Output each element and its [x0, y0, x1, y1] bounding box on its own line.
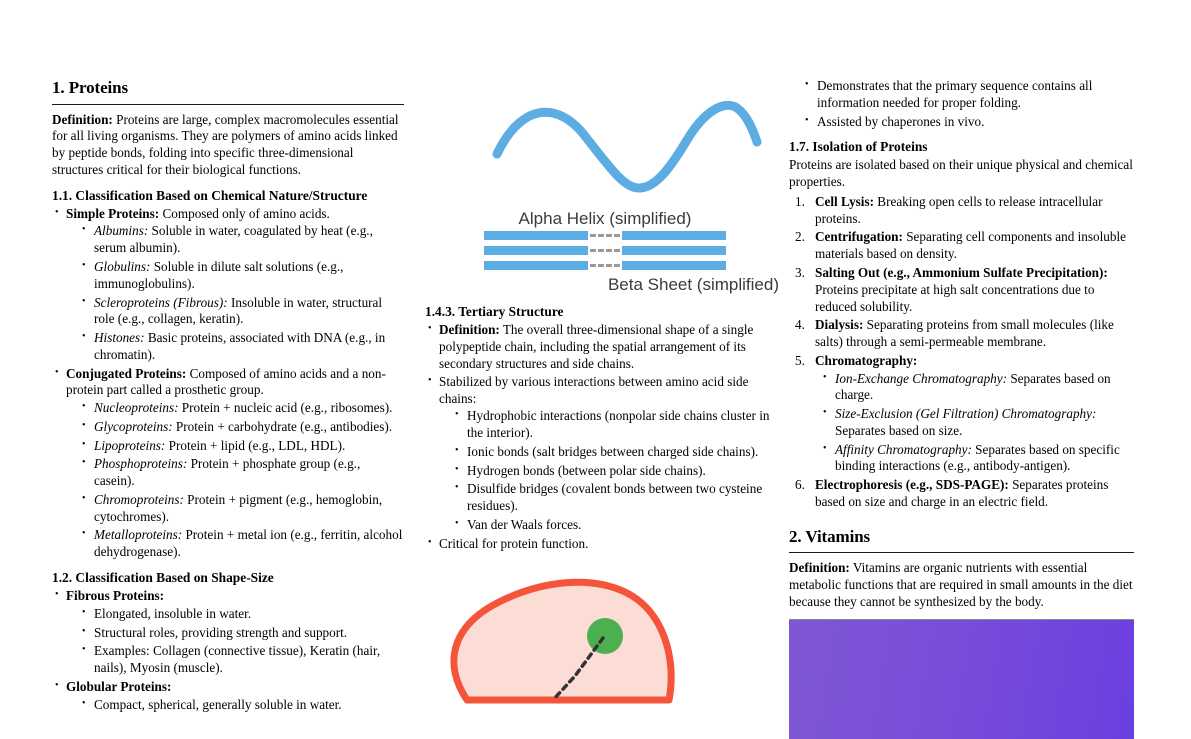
list-item-ital: Lipoproteins:	[94, 437, 166, 453]
list-item	[80, 492, 404, 526]
list-item	[80, 419, 404, 436]
hydrogen-bond-dashes-icon	[590, 249, 620, 252]
list-item	[789, 194, 1134, 228]
definition-text: Vitamins are organic nutrients with essential metabolic functions that are required in small amounts in the diet because they cannot be synthesized by the body.	[789, 560, 1133, 609]
title-rule	[52, 104, 404, 105]
sublist	[453, 408, 785, 533]
beta-strand-right	[622, 246, 726, 255]
beta-strand-row	[484, 261, 726, 270]
column-isolation-vitamins	[789, 78, 1134, 626]
list-item-text: Protein + metal ion (e.g., ferritin, alcohol dehydrogenase).	[94, 527, 403, 560]
list-item-text: Soluble in dilute salt solutions (e.g., immunoglobulins).	[94, 258, 344, 291]
isolation-intro: Proteins are isolated based on their unique physical and chemical properties.	[789, 157, 1133, 190]
beta-strand-left	[484, 261, 588, 270]
list-item	[80, 456, 404, 490]
vitamins-image-placeholder	[789, 619, 1134, 739]
alpha-helix-wave-icon	[425, 78, 785, 203]
list-item	[789, 265, 1134, 315]
sublist	[80, 697, 404, 714]
list-item-ital: Ion-Exchange Chromatography:	[835, 370, 1008, 386]
list-item-text: Protein + phosphate group (e.g., casein).	[94, 456, 361, 489]
hydrogen-bond-dashes-icon	[590, 234, 620, 237]
list-item-text: Protein + lipid (e.g., LDL, HDL).	[165, 437, 346, 453]
list-isolation-steps	[789, 194, 1134, 511]
definition-paragraph	[52, 112, 404, 179]
list-tertiary-structure	[425, 322, 785, 552]
list-item-text: Van der Waals forces.	[467, 516, 582, 532]
list-item	[453, 481, 785, 515]
list-item-bold: Definition:	[439, 322, 500, 338]
list-item-text: Compact, spherical, generally soluble in water.	[94, 696, 342, 712]
list-item-text: Separates based on size.	[835, 422, 963, 438]
list-item	[453, 517, 785, 534]
definition-text: Proteins are large, complex macromolecules essential for all living organisms. They are polymers of amino acids linked by peptide bonds, folding into specific three-dimensional structures critical for their biological functions.	[52, 111, 399, 177]
list-item-text: Insoluble in water, structural role (e.g., collagen, keratin).	[94, 294, 383, 327]
list-item	[80, 259, 404, 293]
page-title: 1. Proteins	[52, 78, 129, 97]
list-item-ital: Affinity Chromatography:	[835, 441, 972, 457]
list-item-text: Ionic bonds (salt bridges between charged side chains).	[467, 443, 759, 459]
list-item-text: Separates based on specific binding interactions (e.g., antibody-antigen).	[835, 441, 1120, 474]
list-item: • Assisted by chaperones in vivo.	[803, 114, 1134, 131]
sublist	[80, 223, 404, 363]
alpha-helix-caption: Alpha Helix (simplified)	[518, 209, 692, 228]
list-item-text: Elongated, insoluble in water.	[94, 605, 252, 621]
beta-sheet-caption: Beta Sheet (simplified)	[607, 274, 779, 294]
list-item	[80, 330, 404, 364]
list-item-text: Separating cell components and insoluble materials based on density.	[815, 229, 1126, 262]
list-item-ital: Histones:	[94, 330, 145, 346]
list-item-text: Breaking open cells to release intracellular proteins.	[815, 193, 1103, 226]
list-item	[821, 406, 1134, 440]
definition-label: Definition:	[789, 560, 850, 576]
beta-strand-left	[484, 246, 588, 255]
beta-strand-row	[484, 231, 726, 240]
protein-blob-icon	[425, 572, 785, 702]
beta-strand-row	[484, 246, 726, 255]
hydrogen-bond-dashes-icon	[590, 264, 620, 267]
list-item-bold: Fibrous Proteins:	[66, 588, 165, 604]
list-item: • Demonstrates that the primary sequence contains all information needed for proper folding.	[803, 78, 1134, 112]
beta-sheet-diagram	[425, 231, 785, 270]
column-structures	[425, 78, 785, 626]
beta-strand-left	[484, 231, 588, 240]
heading-1-2: 1.2. Classification Based on Shape-Size	[52, 570, 274, 585]
list-item-text: Proteins precipitate at high salt concentrations due to reduced solubility.	[815, 281, 1095, 314]
list-item-bold: Chromatography:	[815, 352, 918, 368]
list-item-text: Examples: Collagen (connective tissue), Keratin (hair, nails), Myosin (muscle).	[94, 643, 381, 676]
list-item	[789, 317, 1134, 351]
list-item-text: Protein + pigment (e.g., hemoglobin, cytochromes).	[94, 491, 383, 524]
sublist	[80, 606, 404, 677]
list-item	[80, 625, 404, 642]
vitamins-rule	[789, 552, 1134, 553]
list-item	[789, 353, 1134, 475]
alpha-helix-diagram	[425, 78, 785, 208]
list-item	[789, 477, 1134, 511]
heading-1-7: 1.7. Isolation of Proteins	[789, 139, 928, 155]
list-item	[789, 229, 1134, 263]
list-item-bold: Centrifugation:	[815, 229, 903, 245]
list-item-text: Composed of amino acids and a non-protein part called a prosthetic group.	[66, 365, 386, 398]
list-item-text: Protein + carbohydrate (e.g., antibodies).	[172, 418, 393, 434]
list-item-ital: Metalloproteins:	[94, 527, 183, 543]
list-item-ital: Nucleoproteins:	[94, 400, 179, 416]
list-item	[425, 374, 785, 534]
beta-strand-right	[622, 231, 726, 240]
list-item-text: Separates proteins based on size and charge in an electric field.	[815, 477, 1109, 509]
tertiary-structure-blob-diagram	[425, 572, 785, 682]
list-item-bold: Simple Proteins:	[66, 205, 160, 221]
heading-1-1: 1.1. Classification Based on Chemical Nature/Structure	[52, 187, 368, 203]
hydrophobic-core-circle-icon	[587, 618, 623, 654]
list-classification-shape	[52, 588, 404, 713]
list-item-bold: Cell Lysis:	[815, 193, 874, 209]
list-item-text: Disulfide bridges (covalent bonds between two cysteine residues).	[467, 481, 763, 514]
list-item	[80, 400, 404, 417]
list-item	[821, 371, 1134, 405]
list-item-text: Protein + nucleic acid (e.g., ribosomes).	[178, 400, 393, 416]
list-item-ital: Albumins:	[94, 223, 149, 239]
list-item-text: The overall three-dimensional shape of a single polypeptide chain, including the spatial arrangement of its secondary structures and side chains.	[439, 322, 754, 371]
list-item	[80, 527, 404, 561]
vitamins-definition	[789, 560, 1134, 610]
list-item-text: Separating proteins from small molecules (like salts) through a semi-permeable membrane.	[815, 317, 1114, 350]
list-item-ital: Globulins:	[94, 258, 151, 274]
list-item	[425, 322, 785, 372]
list-item-text: Structural roles, providing strength and support.	[94, 624, 348, 640]
list-item-text: Hydrophobic interactions (nonpolar side chains cluster in the interior).	[467, 408, 770, 441]
list-classification-chemical	[52, 206, 404, 561]
list-item-bold: Globular Proteins:	[66, 678, 172, 694]
list-item-text: Hydrogen bonds (between polar side chains).	[467, 462, 706, 478]
list-item-bold: Electrophoresis (e.g., SDS-PAGE):	[815, 477, 1009, 493]
definition-label: Definition:	[52, 111, 113, 127]
list-item-ital: Size-Exclusion (Gel Filtration) Chromatography:	[835, 406, 1097, 422]
sublist-chromatography	[821, 371, 1134, 476]
beta-strand-right	[622, 261, 726, 270]
list-folding-notes	[803, 78, 1134, 130]
column-proteins	[52, 78, 404, 712]
list-item	[821, 442, 1134, 476]
list-item	[80, 606, 404, 623]
vitamins-title: 2. Vitamins	[789, 526, 871, 546]
list-item-text: Stabilized by various interactions between amino acid side chains:	[439, 373, 749, 406]
list-item	[80, 438, 404, 455]
list-item	[80, 295, 404, 329]
list-item-text: Basic proteins, associated with DNA (e.g., in chromatin).	[94, 330, 386, 362]
list-item-text: Composed only of amino acids.	[159, 205, 330, 221]
list-item	[425, 536, 785, 553]
list-item-text: Separates based on charge.	[835, 370, 1111, 403]
list-item-ital: Scleroproteins (Fibrous):	[94, 294, 228, 310]
list-item	[80, 643, 404, 677]
list-item	[52, 679, 404, 714]
list-item	[453, 463, 785, 480]
list-item-bold: Conjugated Proteins:	[66, 365, 187, 381]
list-item-ital: Phosphoproteins:	[94, 456, 188, 472]
list-item	[80, 697, 404, 714]
list-item-text: Critical for protein function.	[439, 535, 589, 551]
list-item-bold: Salting Out (e.g., Ammonium Sulfate Precipitation):	[815, 264, 1108, 280]
list-item-bold: Dialysis:	[815, 317, 864, 333]
list-item	[80, 223, 404, 257]
list-item	[453, 408, 785, 442]
list-item-ital: Glycoproteins:	[94, 418, 173, 434]
list-item-ital: Chromoproteins:	[94, 491, 184, 507]
list-item	[52, 588, 404, 677]
sublist	[80, 400, 404, 561]
list-item	[453, 444, 785, 461]
list-item	[52, 206, 404, 364]
list-item-text: Soluble in water, coagulated by heat (e.g., serum albumin).	[94, 223, 373, 256]
heading-1-4-3: 1.4.3. Tertiary Structure	[425, 304, 564, 320]
list-item	[52, 366, 404, 561]
